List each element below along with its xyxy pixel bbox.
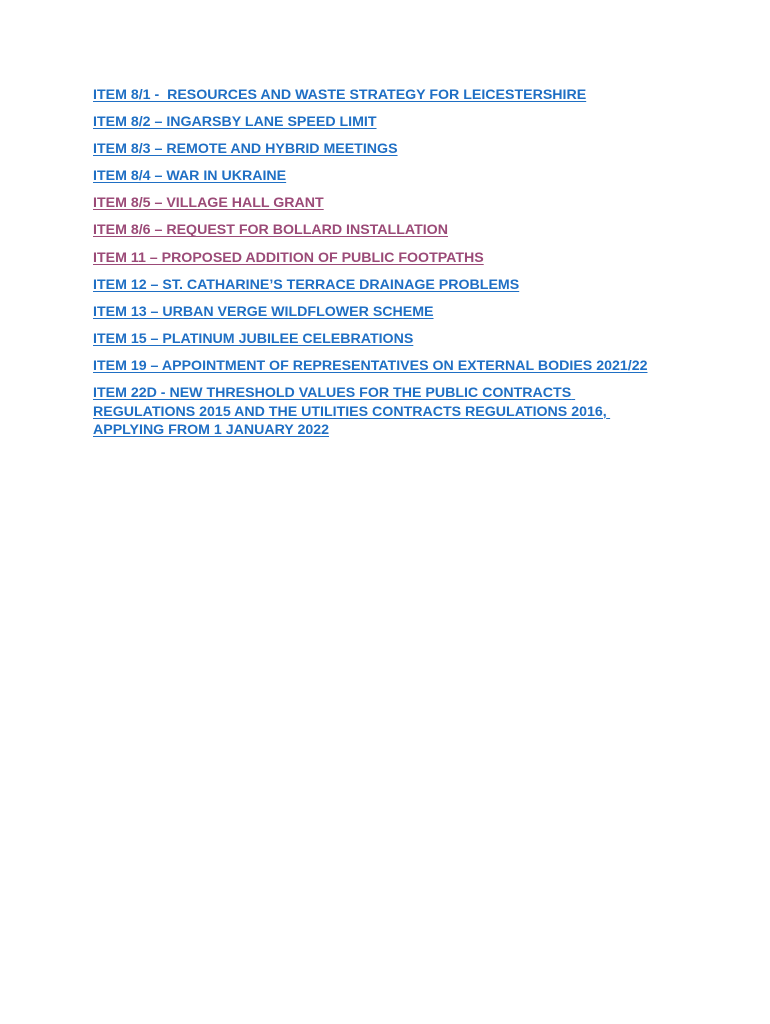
agenda-item-link[interactable]: ITEM 8/5 – VILLAGE HALL GRANT <box>93 195 324 212</box>
agenda-item-link[interactable]: ITEM 11 – PROPOSED ADDITION OF PUBLIC FOOTPATHS <box>93 249 484 266</box>
agenda-item-link[interactable]: ITEM 13 – URBAN VERGE WILDFLOWER SCHEME <box>93 303 434 320</box>
list-item <box>93 194 653 213</box>
list-item <box>93 303 653 322</box>
list-item <box>93 221 653 240</box>
list-item <box>93 249 653 268</box>
list-item <box>93 167 653 186</box>
list-item <box>93 140 653 159</box>
agenda-item-link[interactable]: ITEM 8/1 - RESOURCES AND WASTE STRATEGY FOR LEICESTERSHIRE <box>93 87 587 103</box>
list-item <box>93 330 653 349</box>
agenda-item-link[interactable]: ITEM 22D - NEW THRESHOLD VALUES FOR THE PUBLIC CONTRACTS REGULATIONS 2015 AND THE UTILITIES CONTRACTS REGULATIONS 2016, APPLYING FROM 1 JANUARY 2022 <box>93 385 611 439</box>
agenda-item-link[interactable]: ITEM 8/2 – INGARSBY LANE SPEED LIMIT <box>93 114 377 131</box>
list-item <box>93 384 653 440</box>
agenda-item-link[interactable]: ITEM 15 – PLATINUM JUBILEE CELEBRATIONS <box>93 330 414 347</box>
agenda-item-list <box>93 86 653 448</box>
agenda-item-link[interactable]: ITEM 19 – APPOINTMENT OF REPRESENTATIVES ON EXTERNAL BODIES 2021/22 <box>93 357 648 374</box>
agenda-item-link[interactable]: ITEM 8/4 – WAR IN UKRAINE <box>93 168 287 185</box>
list-item <box>93 113 653 132</box>
list-item <box>93 357 653 376</box>
list-item <box>93 276 653 295</box>
agenda-item-link[interactable]: ITEM 8/6 – REQUEST FOR BOLLARD INSTALLATION <box>93 222 448 239</box>
agenda-item-link[interactable]: ITEM 12 – ST. CATHARINE’S TERRACE DRAINAGE PROBLEMS <box>93 276 520 293</box>
list-item <box>93 86 653 105</box>
agenda-item-link[interactable]: ITEM 8/3 – REMOTE AND HYBRID MEETINGS <box>93 141 398 158</box>
